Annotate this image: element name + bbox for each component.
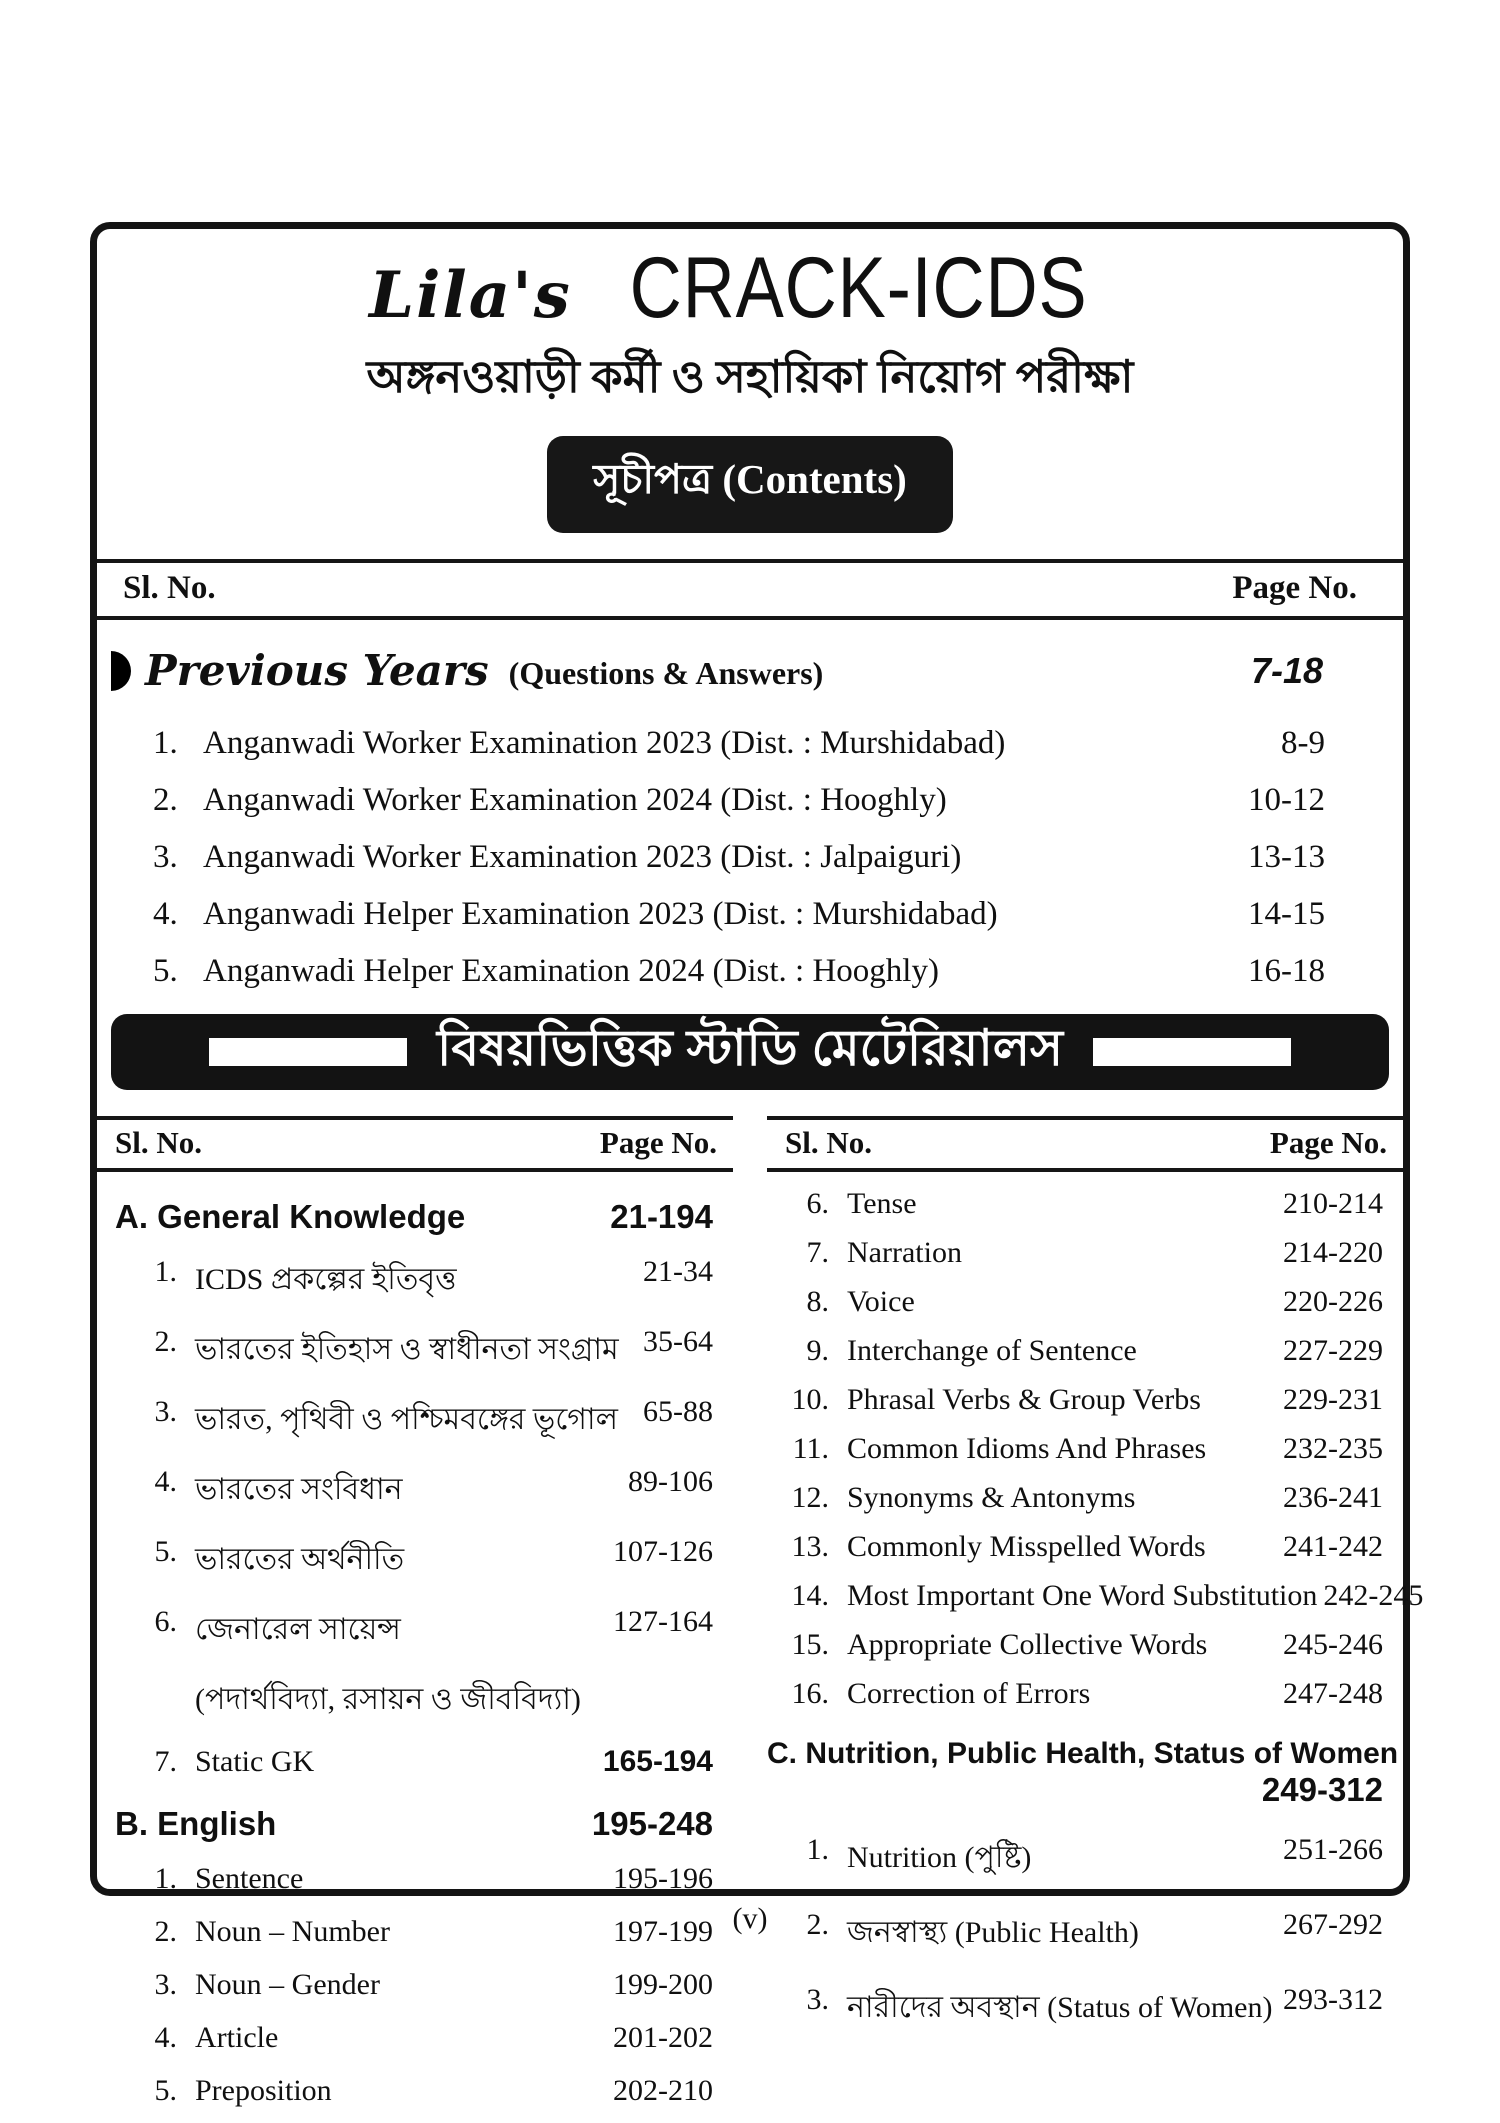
section-pages: 21-194	[610, 1198, 713, 1235]
row-pages: 10-12	[1248, 782, 1325, 818]
row-pages: 245-246	[1283, 1628, 1383, 1661]
toc-row	[97, 1395, 733, 1446]
toc-row	[767, 1285, 1403, 1319]
row-label: Interchange of Sentence	[847, 1334, 1137, 1367]
row-label: Anganwadi Worker Examination 2023 (Dist. : Murshidabad)	[203, 725, 1006, 761]
row-number: 15.	[791, 1628, 829, 1661]
row-label: Anganwadi Helper Examination 2023 (Dist. : Murshidabad)	[203, 896, 998, 932]
page-no-header: Page No.	[1269, 1125, 1387, 1160]
row-pages: 199-200	[613, 1968, 713, 2001]
row-label: Most Important One Word Substitution	[847, 1579, 1318, 1612]
toc-row	[153, 896, 1325, 933]
row-number: 8.	[806, 1285, 829, 1318]
row-pages: 293-312	[1283, 1983, 1383, 2016]
row-label: Synonyms & Antonyms	[847, 1481, 1136, 1514]
row-pages: 267-292	[1283, 1908, 1383, 1941]
toc-row	[97, 1535, 733, 1586]
previous-years-page-range: 7-18	[1250, 649, 1323, 691]
row-pages: 214-220	[1283, 1236, 1383, 1269]
row-number: 1.	[154, 1862, 177, 1895]
row-number: 5.	[154, 2074, 177, 2107]
row-pages: 8-9	[1281, 725, 1325, 761]
row-number: 2.	[806, 1908, 829, 1941]
toc-row	[153, 725, 1325, 762]
toc-row	[97, 1862, 733, 1896]
section-title: B. English	[115, 1805, 277, 1842]
toc-row	[153, 953, 1325, 990]
toc-row	[97, 1605, 733, 1656]
toc-row	[767, 1833, 1403, 1884]
row-pages: 107-126	[613, 1535, 713, 1568]
row-pages: 195-196	[613, 1862, 713, 1895]
toc-row	[97, 1745, 733, 1779]
toc-row	[767, 1983, 1403, 2034]
study-materials-columns	[97, 1116, 1424, 2123]
row-label: Narration	[847, 1236, 962, 1269]
row-number: 4.	[154, 1465, 177, 1498]
contents-badge: সূচীপত্র (Contents)	[547, 436, 953, 533]
row-pages: 229-231	[1283, 1383, 1383, 1416]
row-pages: 227-229	[1283, 1334, 1383, 1367]
toc-row	[153, 782, 1325, 819]
left-column-header	[97, 1116, 733, 1172]
section-pages: 195-248	[591, 1805, 713, 1842]
book-title-script: Lila's	[369, 258, 572, 333]
toc-row	[767, 1236, 1403, 1270]
contents-table-header	[97, 559, 1403, 620]
right-column	[767, 1116, 1424, 2123]
row-pages: 251-266	[1283, 1833, 1383, 1866]
row-number: 6.	[154, 1605, 177, 1638]
previous-years-heading	[97, 626, 1403, 695]
row-number: 2.	[153, 782, 178, 818]
row-label: Preposition	[195, 2074, 332, 2107]
row-label: Noun – Gender	[195, 1968, 380, 2001]
section-c-heading	[767, 1737, 1403, 1809]
row-number: 3.	[806, 1983, 829, 2016]
previous-years-subtitle: (Questions & Answers)	[508, 655, 824, 691]
toc-row	[97, 1325, 733, 1376]
previous-years-bullet-icon	[111, 651, 131, 691]
row-pages: 236-241	[1283, 1481, 1383, 1514]
toc-row	[767, 1677, 1403, 1711]
row-number: 3.	[153, 839, 178, 875]
row-label: Nutrition (পুষ্টি)	[847, 1841, 1032, 1874]
row-number: 2.	[154, 1915, 177, 1948]
row-pages: 16-18	[1248, 953, 1325, 989]
row-label: ICDS প্রকল্পের ইতিবৃত্ত	[195, 1263, 457, 1296]
study-materials-banner-title: বিষয়ভিত্তিক স্টাডি মেটেরিয়ালস	[437, 1019, 1063, 1076]
row-number: 2.	[154, 1325, 177, 1358]
row-pages: 210-214	[1283, 1187, 1383, 1220]
section-title: C. Nutrition, Public Health, Status of Women	[767, 1737, 1399, 1770]
row-label: Anganwadi Worker Examination 2023 (Dist. : Jalpaiguri)	[203, 839, 962, 875]
row-label: নারীদের অবস্থান (Status of Women)	[847, 1991, 1273, 2024]
previous-years-title: Previous Years	[145, 646, 489, 695]
row-label: ভারতের অর্থনীতি	[195, 1543, 405, 1576]
row-pages: 220-226	[1283, 1285, 1383, 1318]
row-number: 16.	[791, 1677, 829, 1710]
sl-no-header: Sl. No.	[123, 570, 216, 606]
book-subtitle-bengali: অঙ্গনওয়াড়ী কর্মী ও সহায়িকা নিয়োগ পরীক্ষা	[366, 352, 1134, 402]
contents-border-box	[90, 222, 1424, 2107]
toc-row	[767, 1628, 1403, 1662]
row-number: 1.	[806, 1833, 829, 1866]
toc-row	[97, 1255, 733, 1306]
row-label: Tense	[847, 1187, 917, 1220]
toc-row	[767, 1432, 1403, 1466]
row-label: Article	[195, 2021, 279, 2054]
section-pages: 249-312	[1261, 1771, 1383, 1808]
section-title: A. General Knowledge	[115, 1198, 466, 1235]
row-number: 10.	[791, 1383, 829, 1416]
row-number: 13.	[791, 1530, 829, 1563]
toc-row	[767, 1334, 1403, 1368]
row-pages: 14-15	[1248, 896, 1325, 932]
row-pages: 21-34	[643, 1255, 713, 1288]
row-label: Sentence	[195, 1862, 304, 1895]
row-label: Appropriate Collective Words	[847, 1628, 1208, 1661]
study-materials-banner	[111, 1014, 1389, 1090]
row-label: Phrasal Verbs & Group Verbs	[847, 1383, 1201, 1416]
row-number: 6.	[806, 1187, 829, 1220]
row-number: 3.	[154, 1968, 177, 2001]
row-label: Anganwadi Worker Examination 2024 (Dist. : Hooghly)	[203, 782, 947, 818]
row-label: Common Idioms And Phrases	[847, 1432, 1207, 1465]
banner-right-bar-decoration	[1093, 1038, 1291, 1066]
row-pages: 127-164	[613, 1605, 713, 1638]
previous-years-section	[97, 620, 1403, 990]
toc-row	[767, 1579, 1424, 1613]
row-label: জেনারেল সায়েন্স	[195, 1613, 401, 1646]
row-pages: 232-235	[1283, 1432, 1383, 1465]
row-number: 5.	[154, 1535, 177, 1568]
toc-row	[767, 1530, 1403, 1564]
row-label: ভারতের সংবিধান	[195, 1473, 403, 1506]
toc-row	[97, 2074, 733, 2108]
row-label: জনস্বাস্থ্য (Public Health)	[847, 1916, 1139, 1949]
row-label: Anganwadi Helper Examination 2024 (Dist. : Hooghly)	[203, 953, 939, 989]
row-pages: 35-64	[643, 1325, 713, 1358]
contents-badge-row	[97, 436, 1403, 533]
row-label: Correction of Errors	[847, 1677, 1091, 1710]
page-number: (v)	[732, 1902, 768, 1935]
row-number: 3.	[154, 1395, 177, 1428]
row-pages: 165-194	[602, 1745, 713, 1778]
banner-left-bar-decoration	[209, 1038, 407, 1066]
row-pages: 89-106	[628, 1465, 713, 1498]
toc-row	[767, 1383, 1403, 1417]
row-label: ভারত, পৃথিবী ও পশ্চিমবঙ্গের ভূগোল	[195, 1403, 618, 1436]
page-no-header: Page No.	[599, 1125, 717, 1160]
previous-years-list	[97, 695, 1403, 990]
sl-no-header: Sl. No.	[785, 1125, 872, 1160]
row-pages: 201-202	[613, 2021, 713, 2054]
row-label: Noun – Number	[195, 1915, 390, 1948]
row-number: 14.	[791, 1579, 829, 1612]
toc-row	[767, 1187, 1403, 1221]
row-pages: 202-210	[613, 2074, 713, 2107]
row-pages: 13-13	[1248, 839, 1325, 875]
row-pages: 247-248	[1283, 1677, 1383, 1710]
row-label: Voice	[847, 1285, 915, 1318]
row-label: Commonly Misspelled Words	[847, 1530, 1206, 1563]
book-title-main: CRACK-ICDS	[629, 240, 1088, 336]
row-number: 7.	[806, 1236, 829, 1269]
toc-row	[153, 839, 1325, 876]
row-number: 11.	[792, 1432, 829, 1465]
row-number: 12.	[791, 1481, 829, 1514]
toc-row	[97, 1968, 733, 2002]
row-pages: 197-199	[613, 1915, 713, 1948]
row-number: 4.	[154, 2021, 177, 2054]
book-title	[97, 240, 1403, 336]
row-number: 1.	[153, 725, 178, 761]
row-label: ভারতের ইতিহাস ও স্বাধীনতা সংগ্রাম	[195, 1333, 619, 1366]
row-pages: 242-245	[1323, 1579, 1424, 1612]
page-no-header: Page No.	[1232, 570, 1357, 606]
row-number: 9.	[806, 1334, 829, 1367]
row-number: 4.	[153, 896, 178, 932]
section-b-heading	[97, 1805, 733, 1843]
science-subtopics-note: (পদার্থবিদ্যা, রসায়ন ও জীববিদ্যা)	[195, 1683, 581, 1716]
row-number: 1.	[154, 1255, 177, 1288]
sl-no-header: Sl. No.	[115, 1125, 202, 1160]
left-column	[97, 1116, 733, 2123]
row-pages: 241-242	[1283, 1530, 1383, 1563]
right-column-header	[767, 1116, 1403, 1172]
toc-row	[97, 2021, 733, 2055]
toc-row	[97, 1465, 733, 1516]
row-number: 5.	[153, 953, 178, 989]
row-number: 7.	[154, 1745, 177, 1778]
toc-row	[767, 1481, 1403, 1515]
row-pages: 65-88	[643, 1395, 713, 1428]
section-a-heading	[97, 1198, 733, 1236]
row-label: Static GK	[195, 1745, 315, 1778]
